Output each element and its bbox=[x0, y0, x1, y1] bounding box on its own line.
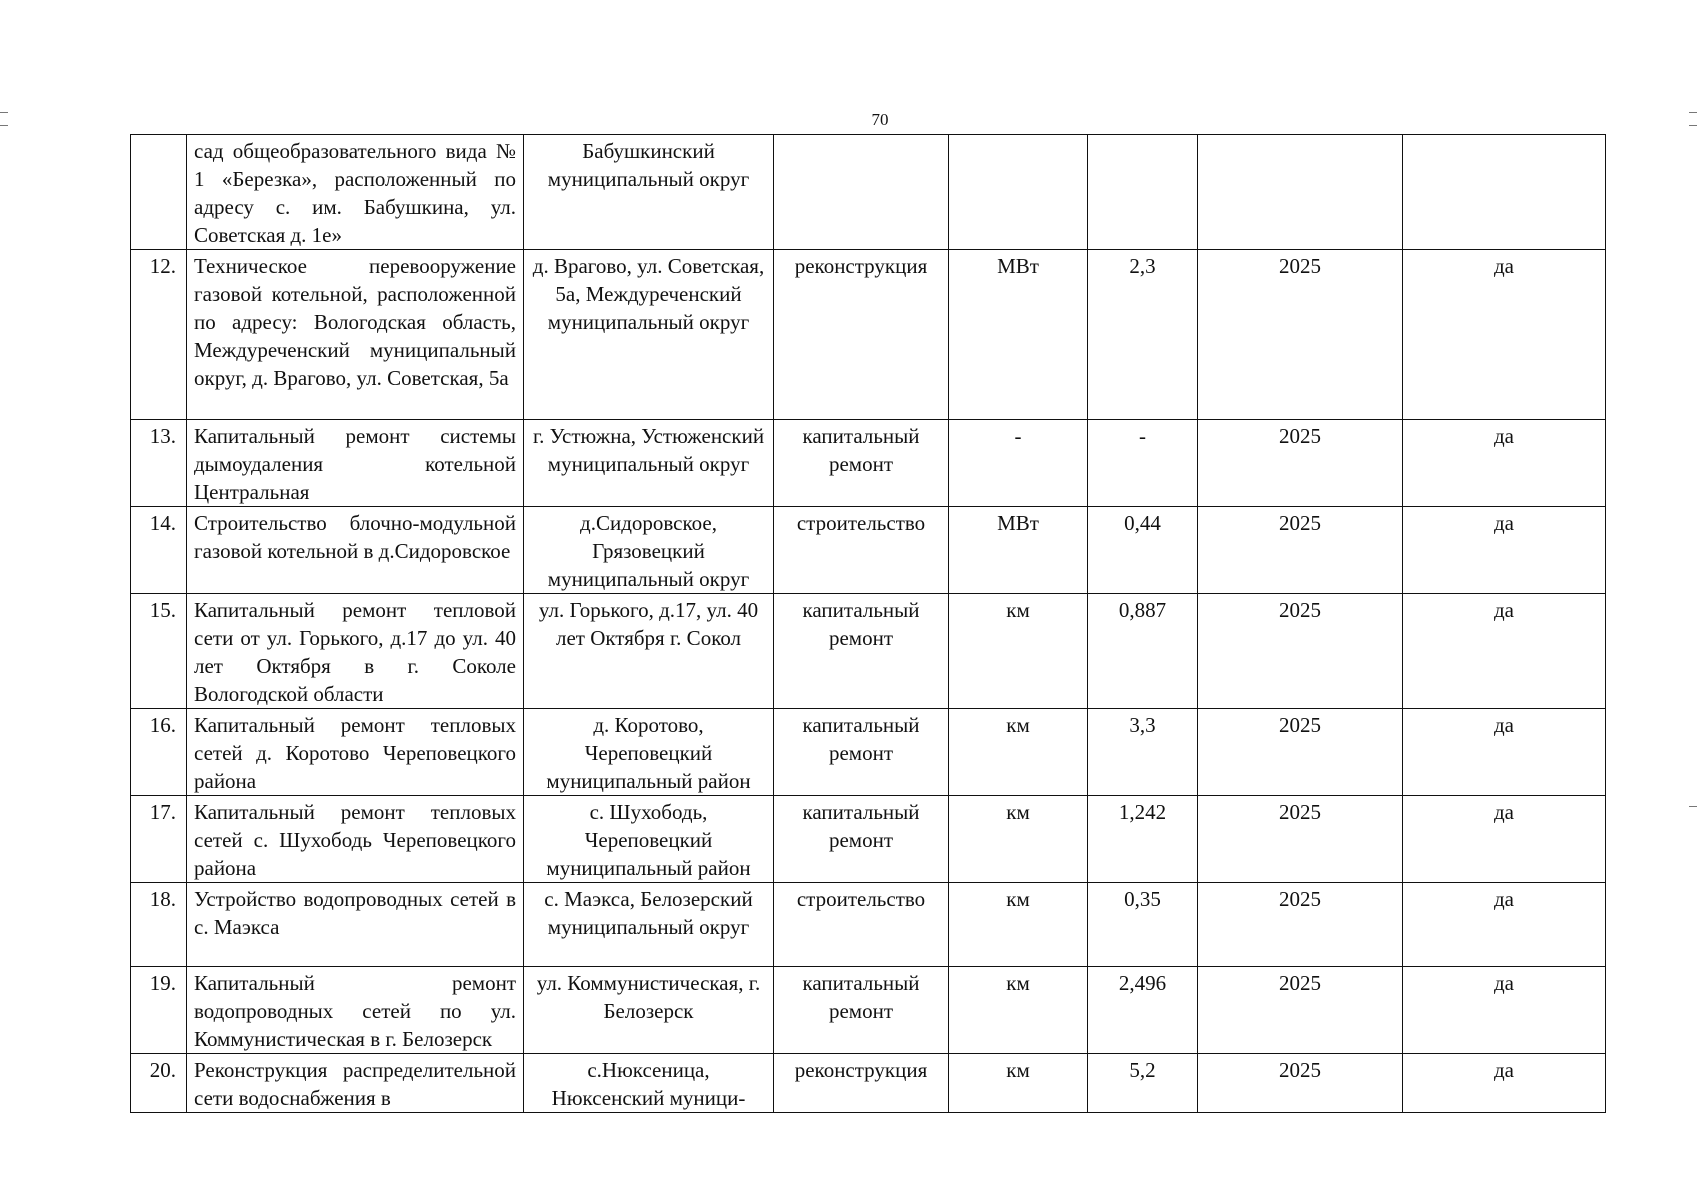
object-location: ул. Коммунистическая, г. Белозерск bbox=[524, 967, 774, 1054]
work-type: реконструкция bbox=[774, 1054, 949, 1113]
objects-table bbox=[130, 134, 1606, 1113]
capacity-unit: МВт bbox=[949, 507, 1088, 594]
object-location: д. Врагово, ул. Советская, 5а, Междуреченский муниципальный округ bbox=[524, 250, 774, 420]
work-type: капитальный ремонт bbox=[774, 420, 949, 507]
capacity-value bbox=[1088, 135, 1198, 250]
row-number bbox=[131, 135, 187, 250]
capacity-value: 3,3 bbox=[1088, 709, 1198, 796]
capacity-value: 0,887 bbox=[1088, 594, 1198, 709]
row-number: 20. bbox=[131, 1054, 187, 1113]
object-location: ул. Горького, д.17, ул. 40 лет Октября г. Сокол bbox=[524, 594, 774, 709]
table-row bbox=[131, 135, 1606, 250]
implementation-year: 2025 bbox=[1198, 796, 1403, 883]
implementation-year: 2025 bbox=[1198, 709, 1403, 796]
object-location: д.Сидоровское, Грязовецкий муниципальный округ bbox=[524, 507, 774, 594]
capacity-unit: - bbox=[949, 420, 1088, 507]
table-row bbox=[131, 967, 1606, 1054]
implementation-year: 2025 bbox=[1198, 967, 1403, 1054]
implementation-year: 2025 bbox=[1198, 594, 1403, 709]
capacity-value: 2,3 bbox=[1088, 250, 1198, 420]
work-type bbox=[774, 135, 949, 250]
capacity-value: 0,44 bbox=[1088, 507, 1198, 594]
row-number: 16. bbox=[131, 709, 187, 796]
object-name: Капитальный ремонт водопроводных сетей по ул. Коммунистическая в г. Белозерск bbox=[187, 967, 524, 1054]
object-location: с.Нюксеница, Нюксенский муници- bbox=[524, 1054, 774, 1113]
scan-edge-mark bbox=[0, 112, 8, 113]
inclusion-flag: да bbox=[1403, 1054, 1606, 1113]
inclusion-flag: да bbox=[1403, 250, 1606, 420]
object-name: Капитальный ремонт тепловой сети от ул. Горького, д.17 до ул. 40 лет Октября в г. Соколе Вологодской области bbox=[187, 594, 524, 709]
implementation-year bbox=[1198, 135, 1403, 250]
capacity-unit: км bbox=[949, 709, 1088, 796]
row-number: 15. bbox=[131, 594, 187, 709]
inclusion-flag: да bbox=[1403, 796, 1606, 883]
implementation-year: 2025 bbox=[1198, 250, 1403, 420]
row-number: 12. bbox=[131, 250, 187, 420]
scan-edge-mark bbox=[1689, 806, 1697, 807]
capacity-value: 0,35 bbox=[1088, 883, 1198, 967]
work-type: строительство bbox=[774, 507, 949, 594]
inclusion-flag: да bbox=[1403, 709, 1606, 796]
capacity-value: 2,496 bbox=[1088, 967, 1198, 1054]
work-type: строительство bbox=[774, 883, 949, 967]
capacity-unit: км bbox=[949, 967, 1088, 1054]
inclusion-flag bbox=[1403, 135, 1606, 250]
capacity-value: 5,2 bbox=[1088, 1054, 1198, 1113]
row-number: 13. bbox=[131, 420, 187, 507]
object-name: сад общеобразовательного вида № 1 «Березка», расположенный по адресу с. им. Бабушкина, ул. Советская д. 1е» bbox=[187, 135, 524, 250]
capacity-unit: МВт bbox=[949, 250, 1088, 420]
table-row bbox=[131, 709, 1606, 796]
implementation-year: 2025 bbox=[1198, 507, 1403, 594]
object-location: с. Маэкса, Белозерский муниципальный округ bbox=[524, 883, 774, 967]
capacity-unit: км bbox=[949, 594, 1088, 709]
table-row bbox=[131, 250, 1606, 420]
capacity-unit: км bbox=[949, 796, 1088, 883]
scan-edge-mark bbox=[0, 125, 8, 126]
implementation-year: 2025 bbox=[1198, 1054, 1403, 1113]
object-name: Устройство водопроводных сетей в с. Маэкса bbox=[187, 883, 524, 967]
capacity-value: - bbox=[1088, 420, 1198, 507]
object-name: Капитальный ремонт системы дымоудаления котельной Центральная bbox=[187, 420, 524, 507]
table-row bbox=[131, 507, 1606, 594]
implementation-year: 2025 bbox=[1198, 420, 1403, 507]
page-number: 70 bbox=[871, 110, 889, 129]
inclusion-flag: да bbox=[1403, 420, 1606, 507]
work-type: капитальный ремонт bbox=[774, 796, 949, 883]
capacity-value: 1,242 bbox=[1088, 796, 1198, 883]
table-row bbox=[131, 796, 1606, 883]
inclusion-flag: да bbox=[1403, 507, 1606, 594]
object-location: с. Шухободь, Череповецкий муниципальный район bbox=[524, 796, 774, 883]
object-name: Капитальный ремонт тепловых сетей с. Шухободь Череповецкого района bbox=[187, 796, 524, 883]
row-number: 18. bbox=[131, 883, 187, 967]
object-location: д. Коротово, Череповецкий муниципальный район bbox=[524, 709, 774, 796]
work-type: реконструкция bbox=[774, 250, 949, 420]
table-row bbox=[131, 420, 1606, 507]
work-type: капитальный ремонт bbox=[774, 709, 949, 796]
capacity-unit bbox=[949, 135, 1088, 250]
object-name: Капитальный ремонт тепловых сетей д. Коротово Череповецкого района bbox=[187, 709, 524, 796]
table-row bbox=[131, 883, 1606, 967]
object-name: Строительство блочно-модульной газовой котельной в д.Сидоровское bbox=[187, 507, 524, 594]
scan-edge-mark bbox=[1689, 112, 1697, 113]
inclusion-flag: да bbox=[1403, 594, 1606, 709]
scan-edge-mark bbox=[1689, 125, 1697, 126]
work-type: капитальный ремонт bbox=[774, 594, 949, 709]
row-number: 17. bbox=[131, 796, 187, 883]
row-number: 19. bbox=[131, 967, 187, 1054]
row-number: 14. bbox=[131, 507, 187, 594]
implementation-year: 2025 bbox=[1198, 883, 1403, 967]
capacity-unit: км bbox=[949, 883, 1088, 967]
inclusion-flag: да bbox=[1403, 967, 1606, 1054]
inclusion-flag: да bbox=[1403, 883, 1606, 967]
object-location: г. Устюжна, Устюженский муниципальный округ bbox=[524, 420, 774, 507]
object-location: Бабушкинский муниципальный округ bbox=[524, 135, 774, 250]
object-name: Техническое перевооружение газовой котельной, расположенной по адресу: Вологодская область, Междуреченский муниципальный округ, д. Врагово, ул. Советская, 5а bbox=[187, 250, 524, 420]
capacity-unit: км bbox=[949, 1054, 1088, 1113]
table-row bbox=[131, 1054, 1606, 1113]
table-row bbox=[131, 594, 1606, 709]
object-name: Реконструкция распределительной сети водоснабжения в bbox=[187, 1054, 524, 1113]
work-type: капитальный ремонт bbox=[774, 967, 949, 1054]
